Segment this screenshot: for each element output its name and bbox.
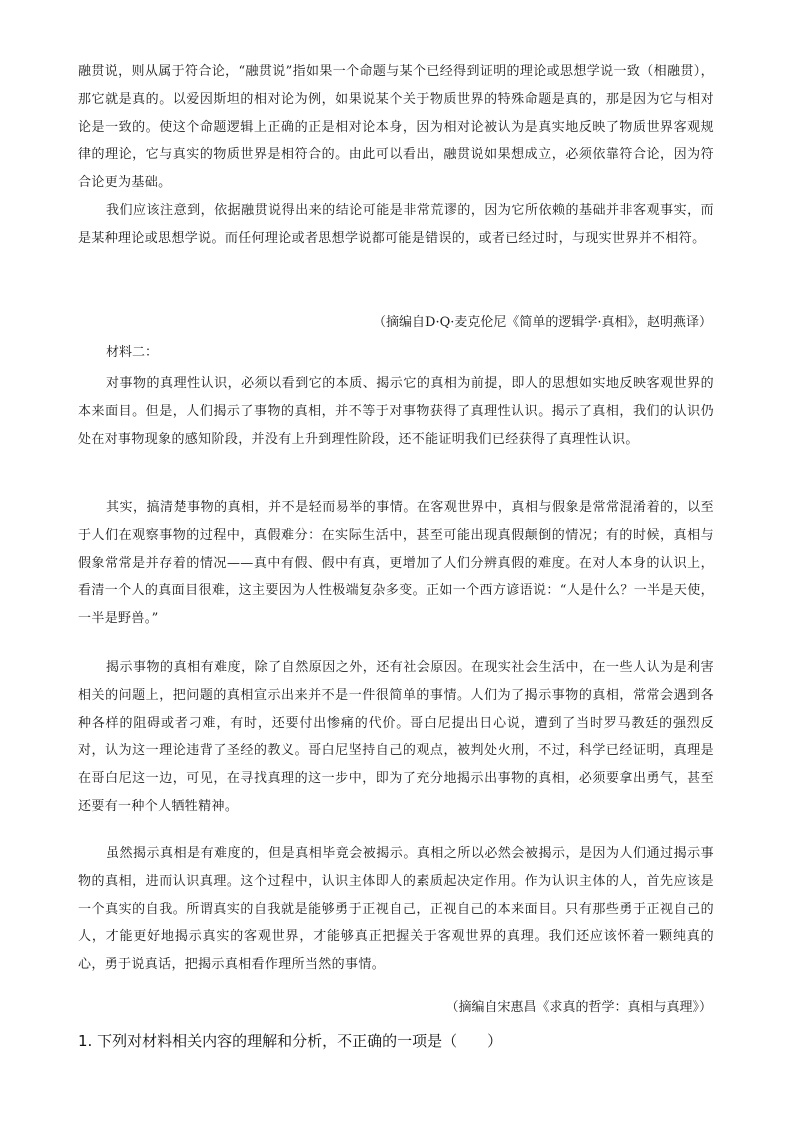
material2-paragraph-4: 虽然揭示真相是有难度的，但是真相毕竟会被揭示。真相之所以必然会被揭示，是因为人们通过揭示事物的真相，进而认识真理。这个过程中，认识主体即人的素质起决定作用。作为认识主体的人，首先应该是一个真实的自我。所谓真实的自我就是能够勇于正视自己，正视自己的本来面目。只有那些勇于正视自己的人，才能更好地揭示真实的客观世界，才能够真正把握关于客观世界的真理。我们还应该怀着一颗纯真的心，勇于说真话，把揭示真相看作理所当然的事情。 — [78, 846, 714, 973]
material1-paragraph-2: 我们应该注意到，依据融贯说得出来的结论可能是非常荒谬的，因为它所依赖的基础并非客观事实，而是某种理论或思想学说。而任何理论或者思想学说都可能是错误的，或者已经过时，与现实世界并不相符。 — [78, 202, 714, 246]
material1-source: （摘编自D·Q·麦克伦尼《简单的逻辑学·真相》，赵明燕译） — [373, 315, 712, 330]
material2-section-b — [78, 494, 714, 633]
material2-source: （摘编自宋惠昌《求真的哲学：真相与真理》） — [445, 1000, 712, 1015]
material2-paragraph-1: 对事物的真理性认识，必须以看到它的本质、揭示它的真相为前提，即人的思想如实地反映客观世界的本来面目。但是，人们揭示了事物的真相，并不等于对事物获得了真理性认识。揭示了真相，我们的认识仍处在对事物现象的感知阶段，并没有上升到理性阶段，还不能证明我们已经获得了真理性认识。 — [78, 376, 714, 447]
material1-continued-paragraph: 融贯说，则从属于符合论，“融贯说”指如果一个命题与某个已经得到证明的理论或思想学说一致（相融贯），那它就是真的。以爱因斯坦的相对论为例，如果说某个关于物质世界的特殊命题是真的，那是因为它与相对论是一致的。使这个命题逻辑上正确的正是相对论本身，因为相对论被认为是真实地反映了物质世界客观规律的理论，它与真实的物质世界是相符合的。由此可以看出，融贯说如果想成立，必须依靠符合论，因为符合论更为基础。 — [78, 64, 714, 191]
material1-section — [78, 58, 714, 253]
question-1: 1. 下列对材料相关内容的理解和分析，不正确的一项是（ ） — [78, 1032, 503, 1050]
material2-paragraph-3: 揭示事物的真相有难度，除了自然原因之外，还有社会原因。在现实社会生活中，在一些人认为是利害相关的问题上，把问题的真相宣示出来并不是一件很简单的事情。人们为了揭示事物的真相，常常会遇到各种各样的阻碍或者刁难，有时，还要付出惨痛的代价。哥白尼提出日心说，遭到了当时罗马教廷的强烈反对，认为这一理论违背了圣经的教义。哥白尼坚持自己的观点，被判处火刑，不过，科学已经证明，真理是在哥白尼这一边，可见，在寻找真理的这一步中，即为了充分地揭示出事物的真相，必须要拿出勇气，甚至还要有一种个人牺牲精神。 — [78, 660, 714, 814]
material2-section-c — [78, 654, 714, 821]
material2-section-d — [78, 840, 714, 979]
material2-paragraph-2: 其实，搞清楚事物的真相，并不是轻而易举的事情。在客观世界中，真相与假象是常常混淆着的，以至于人们在观察事物的过程中，真假难分：在实际生活中，甚至可能出现真假颠倒的情况；有的时候，真相与假象常常是并存着的情况——真中有假、假中有真，更增加了人们分辨真假的难度。在对人本身的认识上，看清一个人的真面目很难，这主要因为人性极端复杂多变。正如一个西方谚语说：“人是什么？一半是天使，一半是野兽。” — [78, 500, 714, 627]
material2-section — [78, 370, 714, 453]
material2-label: 材料二： — [106, 345, 159, 360]
